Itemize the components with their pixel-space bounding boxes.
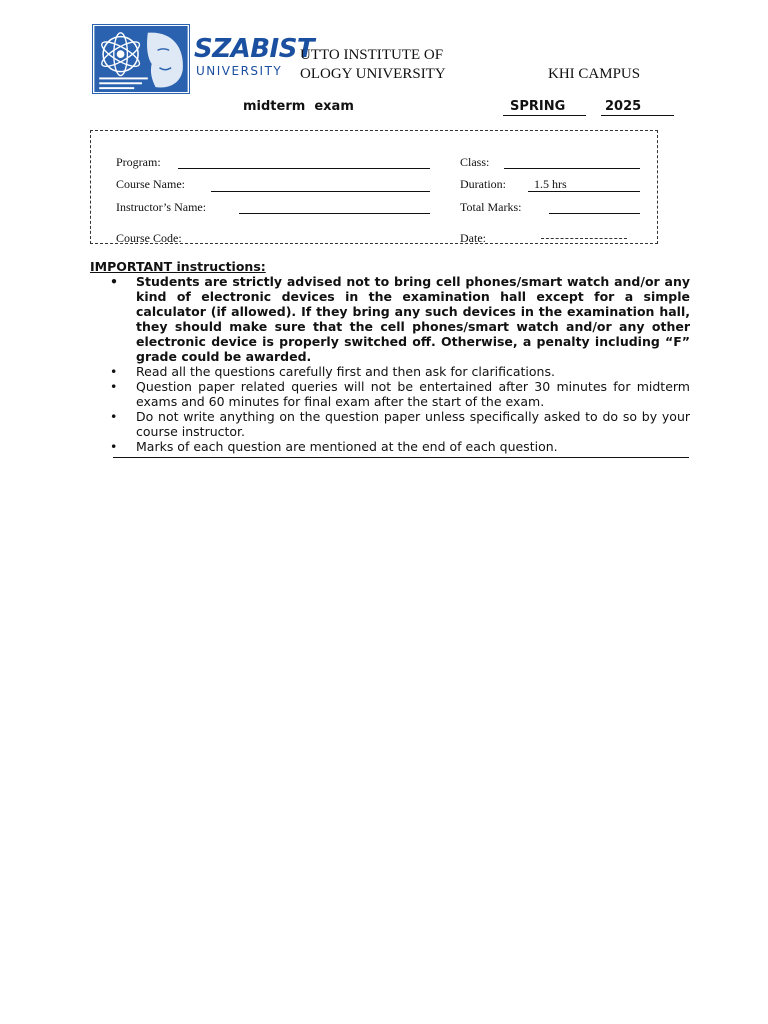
instruction-item: • Do not write anything on the question paper unless specifically asked to do so by your course instructor. bbox=[110, 409, 690, 439]
logo-sub-text: UNIVERSITY bbox=[196, 64, 283, 78]
instructor-name-field[interactable] bbox=[239, 213, 430, 214]
instruction-item: • Question paper related queries will not be entertained after 30 minutes for midterm exams and 60 minutes for final exam after the start of the exam. bbox=[110, 379, 690, 409]
year-underline bbox=[601, 115, 674, 116]
course-name-field[interactable] bbox=[211, 191, 430, 192]
institute-name-line2: OLOGY UNIVERSITY bbox=[300, 66, 446, 82]
duration-value: 1.5 hrs bbox=[534, 177, 567, 191]
date-field[interactable] bbox=[541, 238, 627, 239]
bullet: • bbox=[110, 409, 118, 424]
bullet: • bbox=[110, 439, 118, 454]
bullet: • bbox=[110, 364, 118, 379]
exam-year: 2025 bbox=[605, 99, 642, 114]
class-label: Class: bbox=[460, 155, 490, 169]
bullet: • bbox=[110, 379, 118, 394]
bullet: • bbox=[110, 274, 118, 289]
instructions-bottom-rule bbox=[113, 457, 689, 458]
exam-type: midterm exam bbox=[243, 99, 354, 114]
instruction-item: • Students are strictly advised not to bring cell phones/smart watch and/or any kind of electronic devices in the examination hall except for a simple calculator (if allowed). If they bring any such devices in the examination hall, they should make sure that the cell phones/smart watch and/or any other electronic device is properly switched off. Otherwise, a penalty including “F” grade could be awarded. bbox=[110, 274, 690, 364]
logo-emblem-icon bbox=[92, 24, 190, 94]
instructor-name-label: Instructor’s Name: bbox=[116, 200, 207, 214]
semester-underline bbox=[503, 115, 586, 116]
class-field[interactable] bbox=[504, 168, 640, 169]
campus-name: KHI CAMPUS bbox=[548, 66, 641, 82]
university-logo bbox=[92, 24, 315, 94]
instructions-title: IMPORTANT instructions: bbox=[90, 259, 266, 274]
program-field[interactable] bbox=[178, 168, 430, 169]
total-marks-label: Total Marks: bbox=[460, 200, 522, 214]
course-name-label: Course Name: bbox=[116, 177, 185, 191]
instruction-item: • Marks of each question are mentioned at the end of each question. bbox=[110, 439, 558, 454]
instructions-list bbox=[110, 274, 690, 454]
instruction-item: • Read all the questions carefully first and then ask for clarifications. bbox=[110, 364, 555, 379]
date-label: Date: bbox=[460, 231, 486, 245]
semester: SPRING bbox=[510, 99, 566, 114]
program-label: Program: bbox=[116, 155, 161, 169]
logo-wordmark bbox=[194, 32, 315, 88]
duration-label: Duration: bbox=[460, 177, 506, 191]
total-marks-field[interactable] bbox=[549, 213, 640, 214]
course-code-label: Course Code: bbox=[116, 231, 182, 245]
logo-main-text: SZABIST bbox=[194, 34, 315, 64]
institute-name-line1: UTTO INSTITUTE OF bbox=[300, 47, 444, 63]
duration-field[interactable] bbox=[528, 191, 640, 192]
